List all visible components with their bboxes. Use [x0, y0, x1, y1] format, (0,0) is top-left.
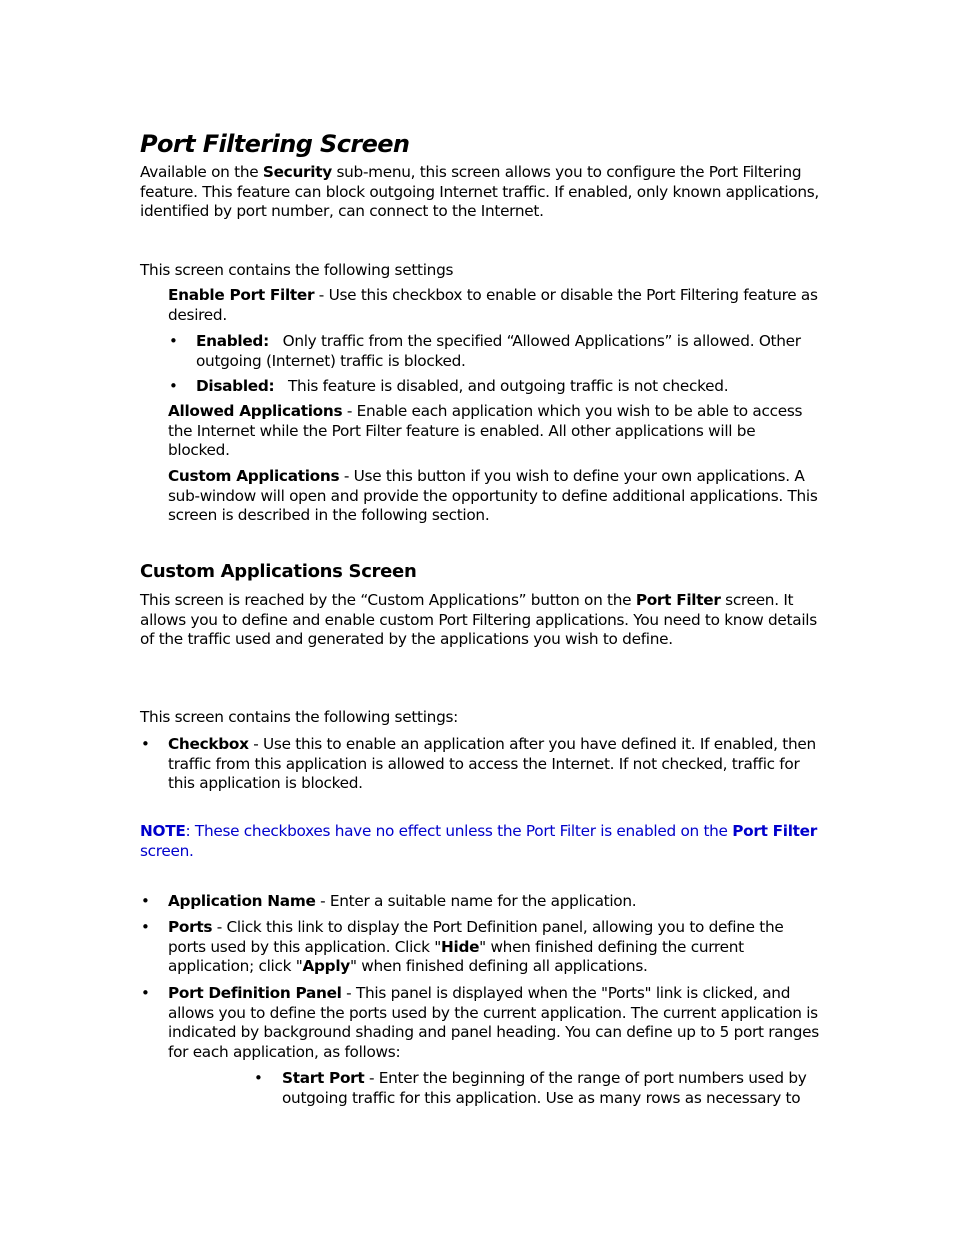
section-intro-paragraph: This screen is reached by the “Custom Applications” button on the Port Filter screen. It allows you to define and enable custom Port Filtering applications. You need to know details of the traffic used and generated by the applications you wish to define.	[140, 591, 817, 649]
settings-intro-2: This screen contains the following settings:	[140, 708, 458, 726]
list-item-start-port: • Start Port - Enter the beginning of the range of port numbers used by outgoing traffic for this application. Use as many rows as necessary to	[254, 1069, 807, 1107]
section-title: Custom Applications Screen	[140, 561, 417, 582]
bullet-icon: •	[141, 984, 150, 1002]
settings-intro: This screen contains the following settings	[140, 261, 454, 279]
bullet-icon: •	[169, 332, 178, 350]
bullet-icon: •	[254, 1069, 263, 1087]
list-item-application-name: • Application Name - Enter a suitable name for the application.	[141, 892, 637, 910]
bullet-icon: •	[169, 377, 178, 395]
enable-port-filter-paragraph: Enable Port Filter - Use this checkbox to enable or disable the Port Filtering feature as desired.	[168, 286, 818, 324]
list-item-disabled: • Disabled: This feature is disabled, and outgoing traffic is not checked.	[169, 377, 729, 395]
list-item-ports: • Ports - Click this link to display the Port Definition panel, allowing you to define the ports used by this application. Click "Hide" when finished defining the current application; click "Apply" when finished defining all applications.	[141, 918, 784, 976]
page-title: Port Filtering Screen	[140, 130, 410, 158]
list-item-enabled: • Enabled: Only traffic from the specified “Allowed Applications” is allowed. Other outgoing (Internet) traffic is blocked.	[169, 332, 806, 370]
intro-paragraph: Available on the Security sub-menu, this screen allows you to configure the Port Filtering feature. This feature can block outgoing Internet traffic. If enabled, only known applications, identified by port number, can connect to the Internet.	[140, 163, 819, 221]
note-paragraph: NOTE: These checkboxes have no effect unless the Port Filter is enabled on the Port Filter screen.	[140, 822, 818, 860]
bullet-icon: •	[141, 892, 150, 910]
list-item-checkbox: • Checkbox - Use this to enable an application after you have defined it. If enabled, then traffic from this application is allowed to access the Internet. If not checked, traffic for this application is blocked.	[141, 735, 816, 793]
bullet-icon: •	[141, 918, 150, 936]
custom-applications-paragraph: Custom Applications - Use this button if you wish to define your own applications. A sub-window will open and provide the opportunity to define additional applications. This screen is described in the following section.	[168, 467, 818, 525]
bullet-icon: •	[141, 735, 150, 753]
list-item-port-definition-panel: • Port Definition Panel - This panel is displayed when the "Ports" link is clicked, and allows you to define the ports used by the current application. The current application is indicated by background shading and panel heading. You can define up to 5 port ranges for each application, as follows:	[141, 984, 819, 1061]
allowed-applications-paragraph: Allowed Applications - Enable each application which you wish to be able to access the Internet while the Port Filter feature is enabled. All other applications will be blocked.	[168, 402, 803, 460]
